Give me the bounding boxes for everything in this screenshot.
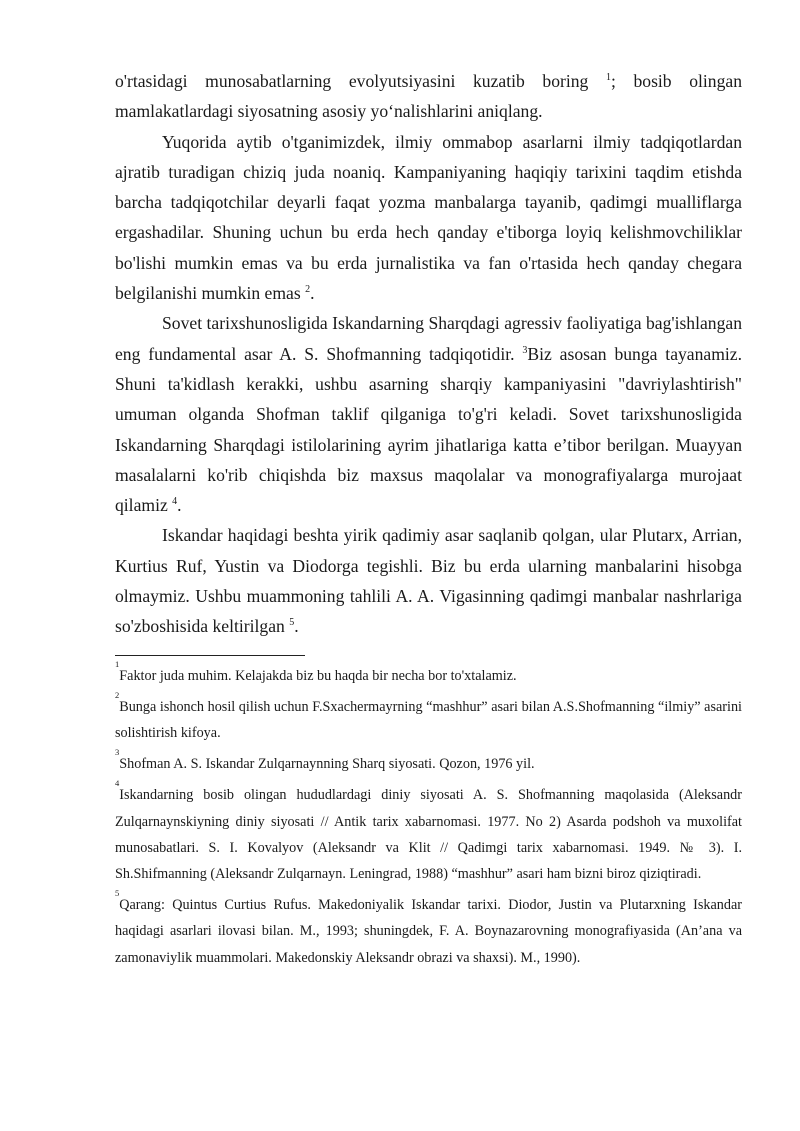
footnote-number: 5 [115,888,120,899]
paragraph-1-text-cont: ; bosib olingan mamlakatlardagi siyosatning asosiy yo‘nalishlarini aniqlang. [115,71,742,122]
paragraph-2 [115,127,742,309]
footnote-1 [115,658,742,689]
footnote-3 [115,747,742,777]
footnote-ref-2: 2 [305,284,311,296]
footnote-number: 2 [115,689,120,700]
paragraph-4-end: . [294,616,299,637]
footnote-separator [115,655,305,656]
document-page [115,66,742,976]
paragraph-4 [115,520,742,641]
footnote-number: 3 [115,747,120,758]
paragraph-1-text: o'rtasidagi munosabatlarning evolyutsiyasini kuzatib boring [115,71,606,91]
paragraph-3-text-cont: Biz asosan bunga tayanamiz. Shuni ta'kidlash kerakki, ushbu asarning sharqiy kampaniyasini "davriylashtirish" umuman olganda Shofman taklif qilganiga to'g'ri keladi. Sovet tarixshunosligida Iskandarning Sharqdagi istilolarining ayrim jihatlariga katta e’tibor berilgan. Muayyan masalalarni ko'rib chiqishda biz maxsus maqolalar va monografiyalarga murojaat qilamiz [115,343,742,516]
footnote-2 [115,689,742,746]
footnote-text: Shofman A. S. Iskandar Zulqarnaynning Sharq siyosati. Qozon, 1976 yil. [119,756,535,773]
paragraph-3-text: Sovet tarixshunosligida Iskandarning Sharqdagi agressiv faoliyatiga bag'ishlangan eng fundamental asar A. S. Shofmanning tadqiqotidir. [115,313,742,364]
paragraph-1 [115,66,742,127]
paragraph-2-end: . [310,283,315,304]
footnote-number: 1 [115,658,120,669]
footnote-4 [115,778,742,887]
paragraph-4-text: Iskandar haqidagi beshta yirik qadimiy asar saqlanib qolgan, ular Plutarx, Arrian, Kurtius Ruf, Yustin va Diodorga tegishli. Biz bu erda ularning manbalarini hisobga olmaymiz. Ushbu muammoning tahlili A. A. Vigasinning qadimgi manbalar nashrlariga so'zboshisida keltirilgan [115,525,742,637]
footnote-ref-5: 5 [289,617,295,629]
footnote-ref-1: 1 [605,72,611,84]
footnote-text: Faktor juda muhim. Kelajakda biz bu haqda bir necha bor to'xtalamiz. [119,667,517,684]
paragraph-3-end: . [177,495,182,516]
footnote-text: Qarang: Quintus Curtius Rufus. Makedoniyalik Iskandar tarixi. Diodor, Justin va Plutarxning Iskandar haqidagi asarlari ilovasi bilan. M., 1993; shuningdek, F. A. Boynazarovning monografiyasida (An’ana va zamonaviylik muammolari. Makedonskiy Aleksandr obrazi va shaxsi). M., 1990). [115,897,742,966]
footnote-ref-4: 4 [172,496,178,508]
paragraph-3 [115,308,742,520]
footnote-ref-3: 3 [522,344,528,356]
footnote-text: Bunga ishonch hosil qilish uchun F.Sxachermayrning “mashhur” asari bilan A.S.Shofmanning “ilmiy” asarini solishtirish kifoya. [115,698,742,742]
paragraph-2-text: Yuqorida aytib o'tganimizdek, ilmiy ommabop asarlarni ilmiy tadqiqotlardan ajratib turadigan chiziq juda noaniq. Kampaniyaning haqiqiy tarixini taqdim etishda barcha tadqiqotchilar deyarli faqat yozma manbalarga tayanib, qadimgi mualliflarga ergashadilar. Shuning uchun bu erda hech qanday e'tiborga loyiq kelishmovchiliklar bo'lishi mumkin emas va bu erda jurnalistika va fan o'rtasida hech qanday chegara belgilanishi mumkin emas [115,131,742,304]
footnote-number: 4 [115,778,120,789]
footnote-5 [115,888,742,971]
footnote-text: Iskandarning bosib olingan hududlardagi diniy siyosati A. S. Shofmanning maqolasida (Aleksandr Zulqarnaynskiyning diniy siyosati // Antik tarix xabarnomasi. 1977. No 2) Asarda podshoh va muxolifat munosabatlari. S. I. Kovalyov (Aleksandr va Klit // Qadimgi tarix xabarnomasi. 1949. № 3). I. Sh.Shifmanning (Aleksandr Zulqarnayn. Leningrad, 1988) “mashhur” asari ham bizni biroz qiziqtiradi. [115,787,742,883]
